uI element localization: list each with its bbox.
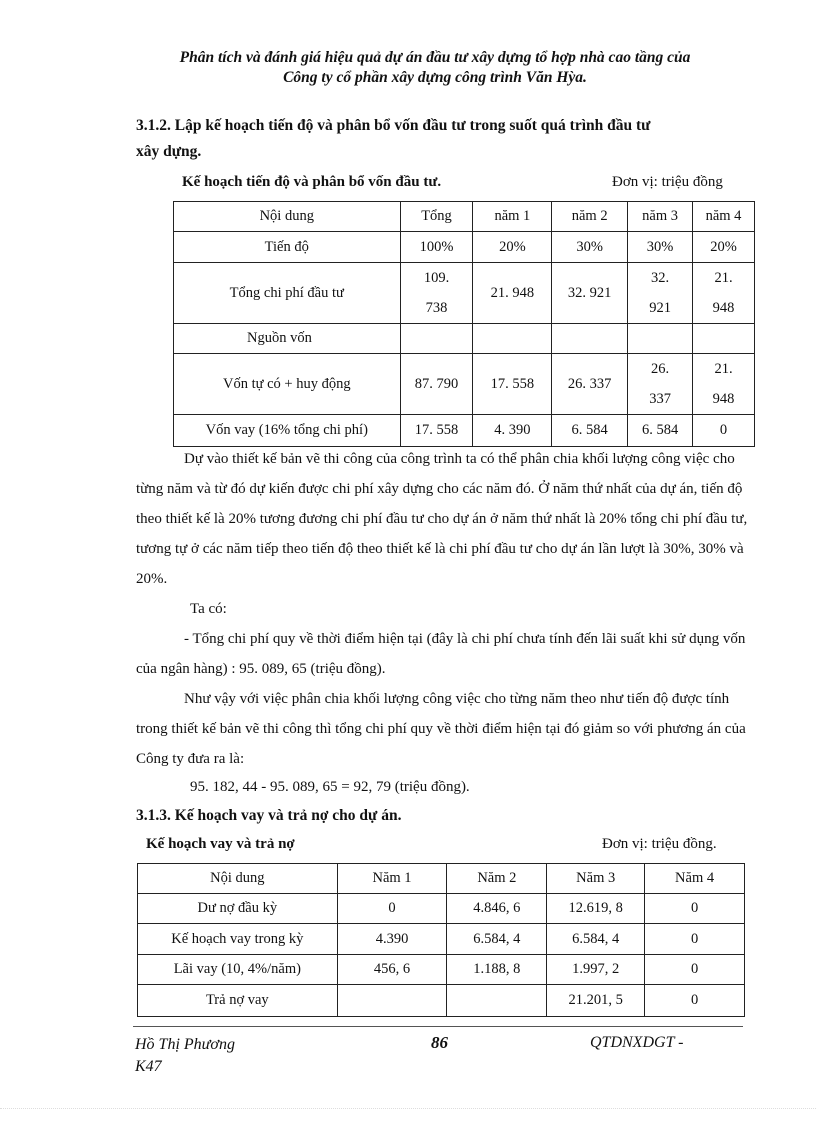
table-cell: 1.997, 2: [547, 955, 645, 985]
header-cell: năm 3: [628, 202, 693, 232]
header-cell: năm 4: [693, 202, 755, 232]
section-heading-3-1-3: 3.1.3. Kế hoạch vay và trả nợ cho dự án.: [136, 807, 402, 824]
header-cell: Năm 2: [447, 864, 547, 894]
header-cell: Năm 4: [645, 864, 745, 894]
table-cell: 0: [645, 924, 745, 955]
row-label: Vốn tự có + huy động: [174, 354, 401, 415]
page-number: 86: [431, 1033, 448, 1052]
footer-divider: [133, 1026, 743, 1027]
table-cell: 12.619, 8: [547, 894, 645, 924]
table-cell: 6.584, 4: [447, 924, 547, 955]
table-cell: 30%: [552, 232, 628, 263]
table-cell: 4. 390: [473, 415, 552, 447]
row-label: Vốn vay (16% tổng chi phí): [174, 415, 401, 447]
footer-author: [135, 1034, 235, 1078]
table-row: [174, 354, 755, 415]
header-cell: Nội dung: [138, 864, 338, 894]
row-label: Lãi vay (10, 4%/năm): [138, 955, 338, 985]
header-cell: Nội dung: [174, 202, 401, 232]
table-cell: 456, 6: [337, 955, 447, 985]
table-cell: 1.188, 8: [447, 955, 547, 985]
table-row: [174, 324, 755, 354]
section-heading-line-2: xây dựng.: [136, 143, 202, 160]
table-cell: 109. 738: [400, 263, 473, 324]
table-cell: 17. 558: [473, 354, 552, 415]
footer-author-class: K47: [135, 1058, 162, 1075]
header-cell: năm 2: [552, 202, 628, 232]
page-header: [120, 48, 750, 88]
section-heading-3-1-2: [136, 113, 756, 165]
footer-author-name: Hồ Thị Phương: [135, 1036, 235, 1053]
table-cell: 32. 921: [552, 263, 628, 324]
table1-caption: Kế hoạch tiến độ và phân bổ vốn đầu tư.: [182, 174, 442, 190]
table-row: [138, 985, 745, 1017]
header-line-1: Phân tích và đánh giá hiệu quả dự án đầu tư xây dựng tổ hợp nhà cao tầng của: [179, 49, 691, 66]
row-label: Kế hoạch vay trong kỳ: [138, 924, 338, 955]
table-cell: 4.846, 6: [447, 894, 547, 924]
table-cell: 6.584, 4: [547, 924, 645, 955]
table-row: [174, 415, 755, 447]
paragraph-2: Ta có:: [190, 601, 227, 617]
table-cell: 20%: [473, 232, 552, 263]
table-cell: [628, 324, 693, 354]
table-cell: 20%: [693, 232, 755, 263]
footer-class-code: QTDNXDGT -: [590, 1034, 684, 1051]
table-cell: 17. 558: [400, 415, 473, 447]
table-cell: 21.201, 5: [547, 985, 645, 1017]
table-row: [174, 263, 755, 324]
table-cell: 0: [693, 415, 755, 447]
paragraph-3: - Tổng chi phí quy về thời điểm hiện tại (đây là chi phí chưa tính đến lãi suất khi sử dụng vốn của ngân hàng) : 95. 089, 65 (triệu đồng).: [136, 631, 746, 677]
table-cell: 6. 584: [552, 415, 628, 447]
table2-unit: Đơn vị: triệu đồng.: [602, 836, 717, 852]
table-cell: 0: [645, 985, 745, 1017]
row-label: Tiến độ: [174, 232, 401, 263]
paragraph-5: 95. 182, 44 - 95. 089, 65 = 92, 79 (triệu đồng).: [190, 779, 470, 795]
table-cell: [400, 324, 473, 354]
table-cell: 0: [645, 955, 745, 985]
header-cell: Năm 1: [337, 864, 447, 894]
paragraph-1: Dự vào thiết kế bản vẽ thi công của công trình ta có thể phân chia khối lượng công việc cho từng năm và từ đó dự kiến được chi phí xây dựng cho các năm đó. Ở năm thứ nhất của dự án, tiến độ theo thiết kế là 20% tương đương chi phí đầu tư cho dự án ở năm thứ nhất là 20% tổng chi phí đầu tư, tương tự ở các năm tiếp theo tiến độ theo thiết kế là chi phí đầu tư cho dự án lần lượt là 30%, 30% và 20%.: [136, 451, 748, 587]
table-row: [138, 894, 745, 924]
table-cell: 30%: [628, 232, 693, 263]
investment-schedule-table: [173, 201, 755, 447]
table-cell: 26. 337: [628, 354, 693, 415]
table2-caption: Kế hoạch vay và trả nợ: [146, 836, 295, 852]
table-cell: [693, 324, 755, 354]
table-cell: [447, 985, 547, 1017]
row-label: Dư nợ đầu kỳ: [138, 894, 338, 924]
paragraph-4: Như vậy với việc phân chia khối lượng công việc cho từng năm theo như tiến độ được tính trong thiết kế bản vẽ thi công thì tổng chi phí quy về thời điểm hiện tại đó giảm so với phương án của Công ty đưa ra là:: [136, 691, 746, 767]
row-label: Tổng chi phí đầu tư: [174, 263, 401, 324]
table-cell: 100%: [400, 232, 473, 263]
table-cell: 21. 948: [693, 354, 755, 415]
table-cell: [552, 324, 628, 354]
table-cell: 21. 948: [693, 263, 755, 324]
table-row: [138, 955, 745, 985]
row-label: Trả nợ vay: [138, 985, 338, 1017]
table-header-row: [174, 202, 755, 232]
table-cell: 26. 337: [552, 354, 628, 415]
table-cell: 6. 584: [628, 415, 693, 447]
header-cell: Tổng: [400, 202, 473, 232]
table-cell: 87. 790: [400, 354, 473, 415]
table-cell: 32. 921: [628, 263, 693, 324]
table-cell: 4.390: [337, 924, 447, 955]
table-cell: 0: [645, 894, 745, 924]
table-row: [138, 924, 745, 955]
section-heading-line-1: 3.1.2. Lập kế hoạch tiến độ và phân bổ vốn đầu tư trong suốt quá trình đầu tư: [136, 117, 651, 134]
loan-repayment-table: [137, 863, 745, 1017]
header-cell: Năm 3: [547, 864, 645, 894]
table-cell: [473, 324, 552, 354]
table-header-row: [138, 864, 745, 894]
table-cell: [337, 985, 447, 1017]
table-cell: 21. 948: [473, 263, 552, 324]
page-bottom-edge: [0, 1108, 816, 1109]
header-cell: năm 1: [473, 202, 552, 232]
row-label: Nguồn vốn: [174, 324, 401, 354]
table1-unit: Đơn vị: triệu đồng: [612, 174, 723, 190]
header-line-2: Công ty cổ phần xây dựng công trình Văn Hỳa.: [283, 69, 587, 86]
table-cell: 0: [337, 894, 447, 924]
table-row: [174, 232, 755, 263]
